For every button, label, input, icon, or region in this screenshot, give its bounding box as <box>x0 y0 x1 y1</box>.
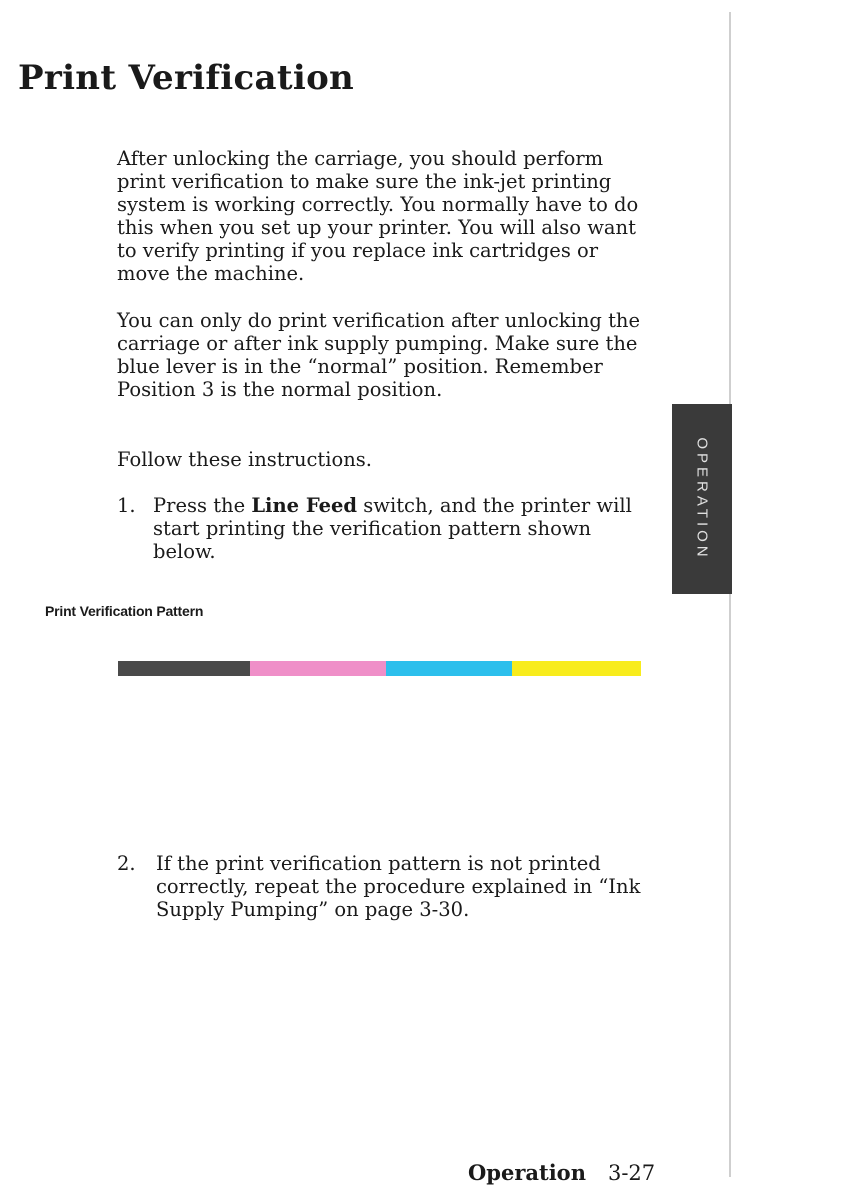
pattern-swatch-cyan <box>386 661 512 676</box>
step-1-text <box>153 494 657 563</box>
section-tab-label: OPERATION <box>693 437 711 561</box>
margin-rule <box>729 12 731 1177</box>
step-2 <box>117 852 657 921</box>
intro-paragraph: After unlocking the carriage, you should perform print verification to make sure the ink-jet printing system is working correctly. You normally have to do this when you set up your printer. You will also want to verify printing if you replace ink cartridges or move the machine. <box>117 147 639 285</box>
figure-caption: Print Verification Pattern <box>45 603 204 619</box>
pattern-swatch-magenta <box>250 661 385 676</box>
verification-pattern <box>118 661 641 676</box>
prerequisite-paragraph: You can only do print verification after unlocking the carriage or after ink supply pumping. Make sure the blue lever is in the “normal” position. Remember Position 3 is the normal position. <box>117 309 641 401</box>
page-footer <box>468 1160 655 1185</box>
page-title: Print Verification <box>18 58 355 98</box>
step-1-text-before: Press the <box>153 494 252 517</box>
footer-section-name: Operation <box>468 1160 586 1185</box>
step-2-text: If the print verification pattern is not printed correctly, repeat the procedure explained in “Ink Supply Pumping” on page 3-30. <box>156 852 641 921</box>
pattern-swatch-yellow <box>512 661 641 676</box>
section-thumb-tab <box>672 404 732 594</box>
step-1 <box>117 494 657 563</box>
instructions-lead: Follow these instructions. <box>117 448 373 471</box>
pattern-swatch-black <box>118 661 250 676</box>
step-1-text-after: switch, and the printer will start printing the verification pattern shown below. <box>153 494 632 563</box>
step-2-number: 2. <box>117 852 136 875</box>
footer-page-number: 3-27 <box>607 1161 656 1185</box>
line-feed-switch-name: Line Feed <box>251 494 358 517</box>
step-1-number: 1. <box>117 494 136 517</box>
